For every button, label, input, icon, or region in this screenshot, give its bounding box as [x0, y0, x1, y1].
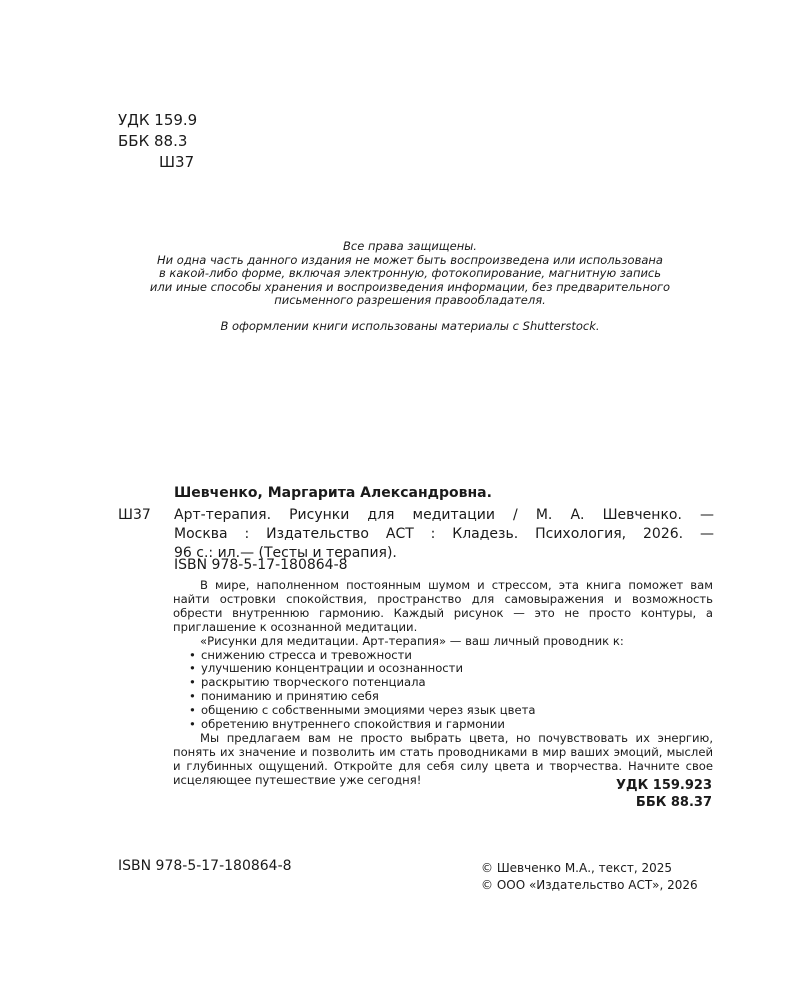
bibliography-line-text: Москва : Издательство АСТ : Кладезь. Психология, 2026. — — [174, 526, 714, 542]
list-item: • снижению стресса и тревожности — [173, 649, 713, 663]
rights-line: Все права защищены. — [343, 239, 477, 253]
bibliography-line — [174, 506, 714, 525]
rights-line: в какой-либо форме, включая электронную, фотокопирование, магнитную запись — [158, 266, 662, 281]
copyright-publisher: © ООО «Издательство АСТ», 2026 — [481, 878, 698, 892]
list-item: • раскрытию творческого потенциала — [173, 676, 713, 690]
annotation-closing: Мы предлагаем вам не просто выбрать цвета, но почувствовать их энергию, понять их значение и позволить им стать проводниками в мир ваших эмоций, мыслей и глубинных ощущений. Откройте для себя силу цвета и творчества. Начните свое исцеляющее путешествие уже сегодня! — [173, 730, 713, 787]
copyright-author: © Шевченко М.А., текст, 2025 — [481, 861, 673, 875]
bibliography-line-text: Арт-терапия. Рисунки для медитации / М. А. Шевченко. — — [174, 507, 714, 523]
rights-line: письменного разрешения правообладателя. — [274, 293, 546, 308]
bibliography-line: 96 с.: ил.— (Тесты и терапия). — [174, 545, 397, 561]
list-item: • обретению внутреннего спокойствия и гармонии — [173, 718, 713, 732]
shutterstock-note: В оформлении книги использованы материалы с Shutterstock. — [220, 318, 600, 333]
list-item: • улучшению концентрации и осознанности — [173, 662, 713, 676]
rights-line: или иные способы хранения и воспроизведения информации, без предварительного — [149, 279, 671, 294]
bbk-full: ББК 88.37 — [635, 795, 712, 810]
classification-codes — [118, 110, 197, 173]
annotation-list — [173, 649, 713, 732]
footer-isbn: ISBN 978-5-17-180864-8 — [118, 858, 292, 874]
author-mark: Ш37 — [159, 153, 195, 171]
classification-block — [616, 777, 712, 811]
bibliography-author: Шевченко, Маргарита Александровна. — [174, 485, 492, 501]
bbk-code: ББК 88.3 — [118, 132, 188, 150]
annotation — [173, 579, 713, 788]
copyright-block — [481, 860, 698, 894]
annotation-guide: «Рисунки для медитации. Арт-терапия» — ваш личный проводник к: — [200, 633, 624, 648]
annotation-intro: В мире, наполненном постоянным шумом и стрессом, эта книга поможет вам найти островки спокойствия, пространство для самовыражения и возможность обрести внутреннюю гармонию. Каждый рисунок — это не просто контуры, а приглашение к осознанной медитации. — [173, 578, 713, 634]
udk-full: УДК 159.923 — [616, 778, 712, 793]
bibliography-isbn: ISBN 978-5-17-180864-8 — [174, 557, 348, 573]
udk-code: УДК 159.9 — [118, 111, 198, 129]
list-item: • общению с собственными эмоциями через язык цвета — [173, 704, 713, 718]
rights-notice — [110, 240, 710, 334]
bibliography-line — [174, 525, 714, 544]
rights-line: Ни одна часть данного издания не может быть воспроизведена или использована — [157, 252, 663, 267]
bibliography-description — [174, 506, 714, 563]
bibliography-mark: Ш37 — [118, 507, 151, 523]
list-item: • пониманию и принятию себя — [173, 690, 713, 704]
